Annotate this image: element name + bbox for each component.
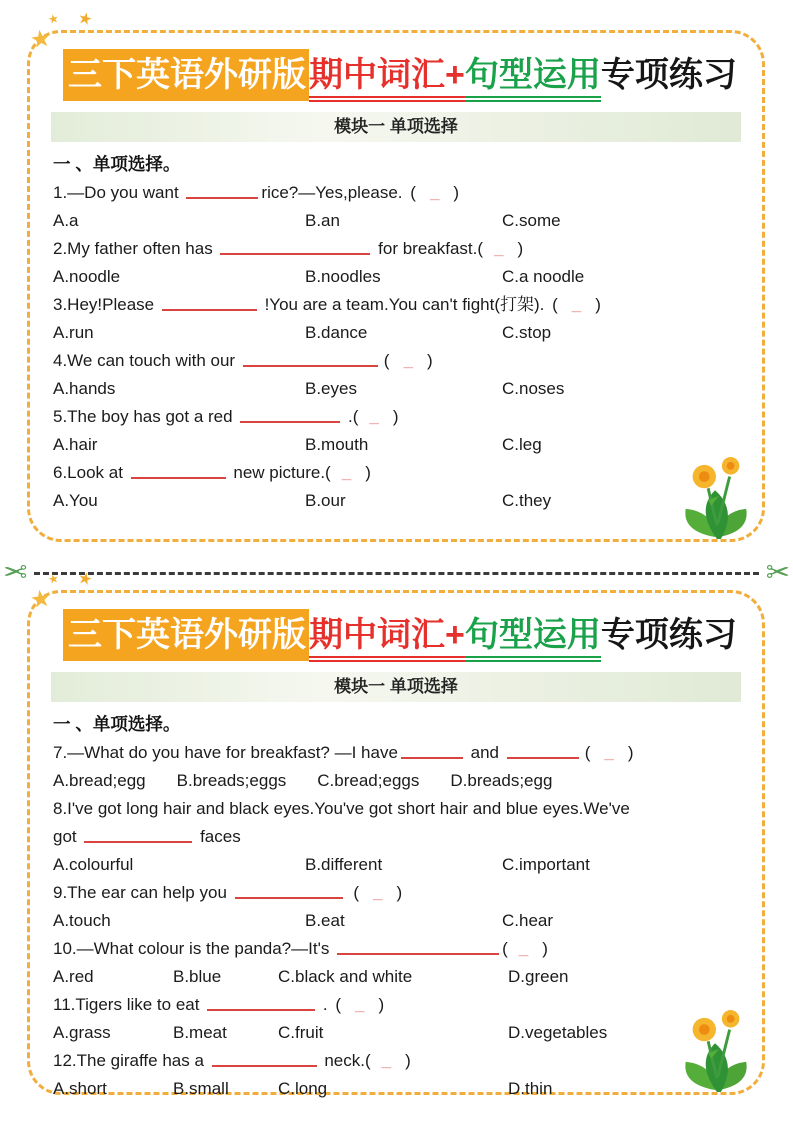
- option-label: C.long: [278, 1079, 328, 1098]
- options-row: [53, 907, 741, 935]
- option-label: B.dance: [305, 323, 368, 342]
- option-label: A.noodle: [53, 267, 121, 286]
- title-green-underlined: 句型运用: [465, 616, 601, 662]
- answer-slot-open-paren: (: [410, 183, 416, 202]
- question-text: 8.I've got long hair and black eyes.You've got short hair and blue eyes.We've got faces: [53, 799, 630, 846]
- title-red-underlined: 期中词汇+: [309, 616, 465, 662]
- option-label: C.they: [502, 491, 552, 510]
- worksheet-panel-bottom: [27, 569, 765, 1098]
- answer-slot-blank: _: [341, 463, 352, 482]
- option-label: D.vegetables: [508, 1023, 608, 1042]
- star-icon: ★: [28, 24, 54, 55]
- option-label: C.stop: [502, 323, 552, 342]
- star-icon: ★: [76, 9, 95, 30]
- answer-slot-close-paren: ): [627, 743, 634, 762]
- answer-slot-blank: _: [571, 295, 582, 314]
- answer-slot: [549, 295, 604, 314]
- option-label: B.an: [305, 211, 340, 230]
- title-highlight-box: 三下英语外研版: [63, 609, 309, 661]
- fill-in-blank-line: [207, 994, 315, 1011]
- fill-in-blank-line: [131, 462, 226, 479]
- answer-slot: [332, 995, 387, 1014]
- option-label: B.eyes: [305, 379, 357, 398]
- option-label: C.leg: [502, 435, 542, 454]
- option-label: B.our: [305, 491, 346, 510]
- answer-slot-close-paren: ): [392, 407, 399, 426]
- answer-slot-close-paren: ): [365, 463, 371, 482]
- option-label: A.bread;egg: [53, 771, 146, 790]
- fill-in-blank-line: [243, 350, 378, 367]
- question-text: 11.Tigers like to eat . ( _ ): [53, 991, 741, 1019]
- fill-in-blank-line: [507, 742, 579, 759]
- option-label: C.bread;eggs: [317, 771, 420, 790]
- answer-slot-open-paren: (: [353, 883, 360, 902]
- answer-slot: [381, 351, 436, 370]
- fill-in-blank-line: [84, 826, 192, 843]
- section-label: 一 、单项选择。: [53, 154, 181, 174]
- answer-slot-blank: _: [369, 407, 379, 426]
- option-label: C.some: [502, 211, 561, 230]
- option-label: C.noses: [502, 379, 565, 398]
- answer-slot-close-paren: ): [453, 183, 460, 202]
- answer-slot-close-paren: ): [426, 351, 433, 370]
- question-text: 2.My father often has for breakfast.( _ ): [53, 235, 741, 263]
- star-icon: ★: [46, 11, 61, 27]
- option-label: A.grass: [53, 1023, 111, 1042]
- answer-slot-blank: _: [494, 239, 504, 258]
- option-label: B.different: [305, 855, 383, 874]
- answer-slot-open-paren: (: [584, 743, 591, 762]
- option-label: B.eat: [305, 911, 345, 930]
- questions-list: [53, 179, 741, 515]
- question-text: 12.The giraffe has a neck.( _ ): [53, 1047, 741, 1075]
- module-header: 模块一 单项选择: [51, 112, 741, 142]
- question-text: 3.Hey!Please !You are a team.You can't fight(打架). ( _ ): [53, 291, 741, 319]
- scissors-icon: ✂: [3, 557, 28, 589]
- questions-list: [53, 739, 741, 1103]
- answer-slot: [483, 239, 526, 258]
- options-row: [53, 207, 741, 235]
- answer-slot: [371, 1051, 414, 1070]
- answer-slot-blank: _: [373, 883, 383, 902]
- worksheet-title: [63, 51, 741, 99]
- answer-slot-close-paren: ): [378, 995, 385, 1014]
- options-row: [53, 375, 741, 403]
- option-label: B.small: [173, 1079, 229, 1098]
- option-label: A.touch: [53, 911, 111, 930]
- flower-decoration: [676, 1006, 754, 1096]
- answer-slot: [358, 407, 401, 426]
- option-label: C.important: [502, 855, 590, 874]
- options-row: [53, 263, 741, 291]
- answer-slot: [331, 463, 374, 482]
- option-label: B.breads;eggs: [176, 771, 287, 790]
- title-suffix: 专项练习: [600, 616, 737, 654]
- option-label: D.green: [508, 967, 569, 986]
- section-label: 一 、单项选择。: [53, 714, 181, 734]
- question-text: 5.The boy has got a red .( _ ): [53, 403, 741, 431]
- answer-slot-blank: _: [604, 743, 614, 762]
- answer-slot-blank: _: [403, 351, 413, 370]
- fill-in-blank-line: [220, 238, 370, 255]
- option-label: A.colourful: [53, 855, 134, 874]
- options-row: [53, 963, 741, 991]
- option-label: C.fruit: [278, 1023, 324, 1042]
- option-label: A.a: [53, 211, 79, 230]
- answer-slot-close-paren: ): [542, 939, 548, 958]
- options-row: [53, 767, 741, 795]
- fill-in-blank-line: [212, 1050, 317, 1067]
- fill-in-blank-line: [186, 182, 258, 199]
- option-label: A.run: [53, 323, 94, 342]
- cut-divider: [0, 556, 793, 590]
- option-label: A.red: [53, 967, 94, 986]
- module-header: 模块一 单项选择: [51, 672, 741, 702]
- option-label: A.hair: [53, 435, 98, 454]
- answer-slot-close-paren: ): [595, 295, 601, 314]
- title-highlight-box: 三下英语外研版: [63, 49, 309, 101]
- flower-decoration: [676, 453, 754, 543]
- options-row: [53, 1075, 741, 1103]
- answer-slot-close-paren: ): [517, 239, 524, 258]
- option-label: A.You: [53, 491, 98, 510]
- option-label: D.breads;egg: [450, 771, 553, 790]
- options-row: [53, 487, 741, 515]
- option-label: B.meat: [173, 1023, 227, 1042]
- options-row: [53, 319, 741, 347]
- answer-slot: [582, 743, 637, 762]
- answer-slot-blank: _: [429, 183, 440, 202]
- worksheet-title: [63, 611, 741, 659]
- fill-in-blank-line: [401, 742, 463, 759]
- star-icon: ★: [76, 569, 95, 590]
- answer-slot-close-paren: ): [396, 883, 403, 902]
- fill-in-blank-line: [240, 406, 340, 423]
- option-label: C.hear: [502, 911, 554, 930]
- answer-slot: [508, 939, 551, 958]
- star-icon: ★: [46, 571, 61, 587]
- option-label: B.blue: [173, 967, 222, 986]
- answer-slot: [407, 183, 462, 202]
- question-text: 7.—What do you have for breakfast? —I have and ( _ ): [53, 739, 741, 767]
- question-text: 1.—Do you want rice?—Yes,please. ( _ ): [53, 179, 741, 207]
- option-label: B.noodles: [305, 267, 381, 286]
- answer-slot-blank: _: [381, 1051, 392, 1070]
- option-label: B.mouth: [305, 435, 369, 454]
- answer-slot-close-paren: ): [405, 1051, 411, 1070]
- title-red-underlined: 期中词汇+: [309, 56, 465, 102]
- title-green-underlined: 句型运用: [465, 56, 601, 102]
- answer-slot-open-paren: (: [552, 295, 558, 314]
- option-label: A.hands: [53, 379, 116, 398]
- fill-in-blank-line: [337, 938, 499, 955]
- answer-slot-open-paren: (: [383, 351, 390, 370]
- answer-slot-open-paren: (: [335, 995, 342, 1014]
- cut-dashed-line: [34, 572, 758, 575]
- answer-slot-blank: _: [355, 995, 365, 1014]
- worksheet-panel-top: [27, 9, 765, 542]
- question-text: 9.The ear can help you ( _ ): [53, 879, 741, 907]
- options-row: [53, 431, 741, 459]
- fill-in-blank-line: [235, 882, 343, 899]
- answer-slot: [350, 883, 405, 902]
- option-label: D.thin: [508, 1079, 553, 1098]
- option-label: A.short: [53, 1079, 107, 1098]
- option-label: C.black and white: [278, 967, 413, 986]
- title-suffix: 专项练习: [600, 56, 737, 94]
- question-text: 10.—What colour is the panda?—It's ( _ ): [53, 935, 741, 963]
- options-row: [53, 851, 741, 879]
- option-label: C.a noodle: [502, 267, 585, 286]
- scissors-icon: ✂: [765, 557, 790, 589]
- question-text: 4.We can touch with our ( _ ): [53, 347, 741, 375]
- options-row: [53, 1019, 741, 1047]
- answer-slot-blank: _: [518, 939, 529, 958]
- question-text: 6.Look at new picture.( _ ): [53, 459, 741, 487]
- star-icon: ★: [28, 584, 54, 615]
- fill-in-blank-line: [162, 294, 257, 311]
